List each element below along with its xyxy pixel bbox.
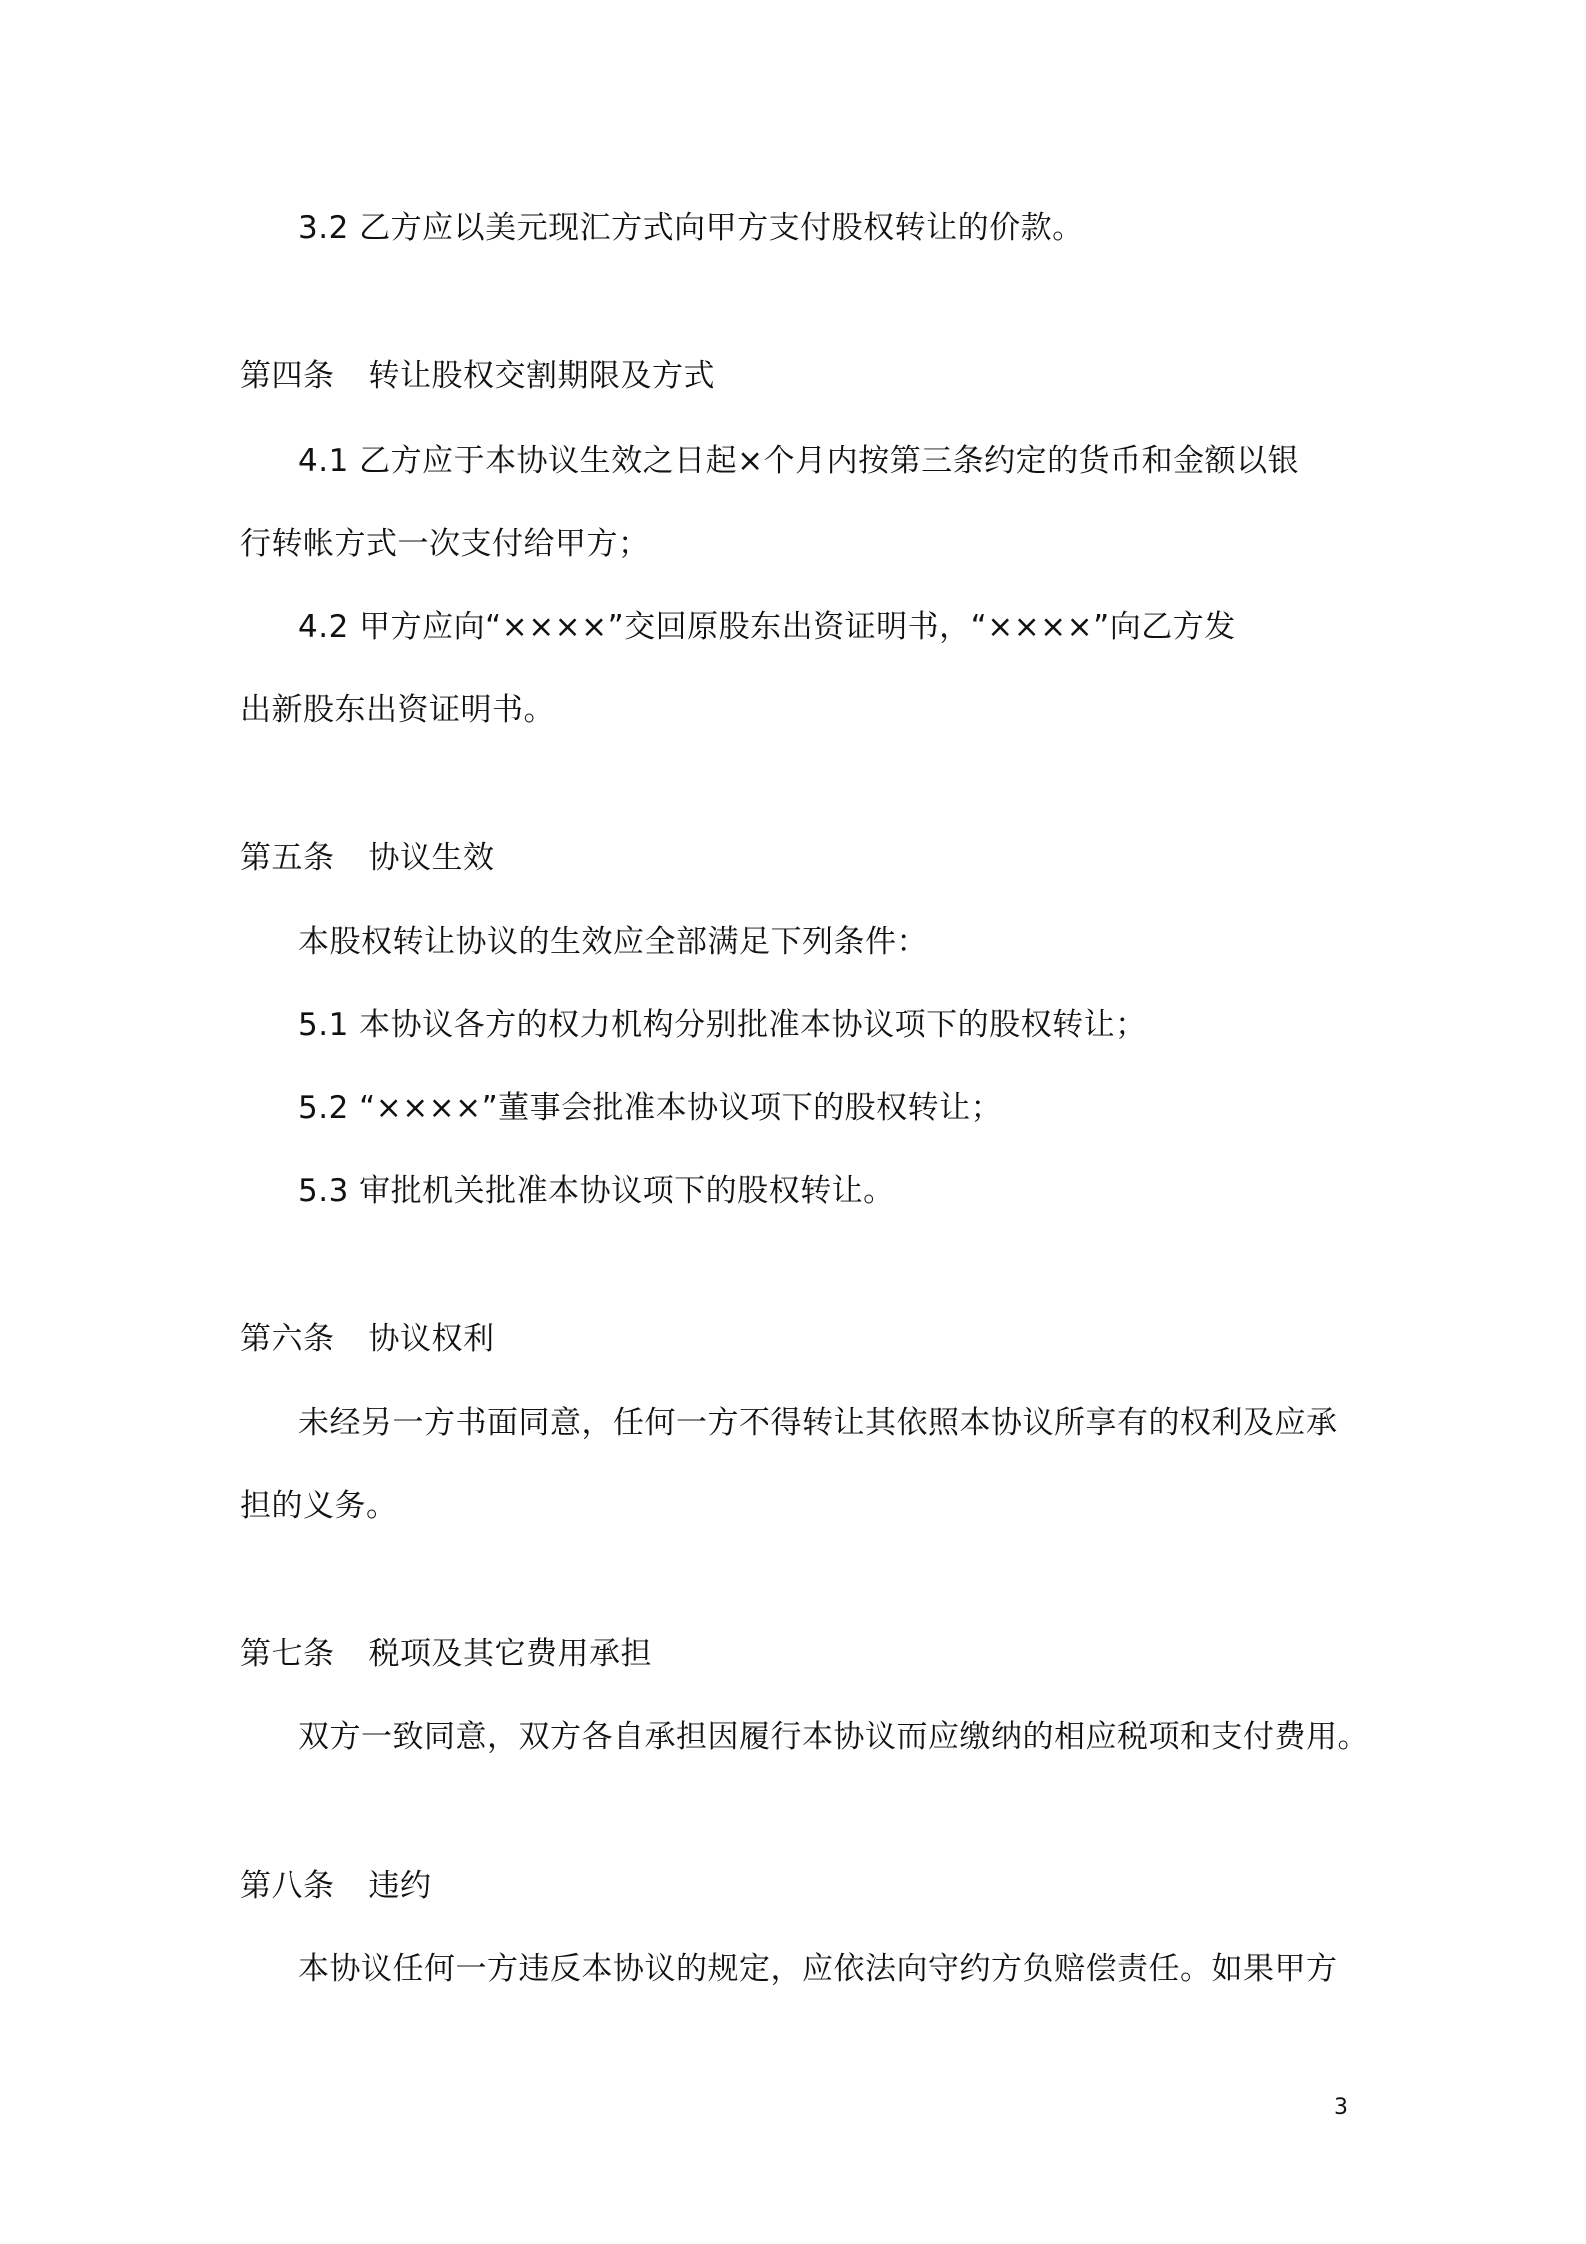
article-8-heading	[240, 1866, 432, 1906]
article-6-heading	[240, 1319, 495, 1359]
article-7-heading	[240, 1634, 652, 1674]
clause-4-2-line-2: 出新股东出资证明书。	[240, 692, 555, 728]
clause-4-2-line-1: 4.2 甲方应向“××××”交回原股东出资证明书，“××××”向乙方发	[298, 609, 1236, 645]
clause-5-1: 5.1 本协议各方的权力机构分别批准本协议项下的股权转让；	[298, 1007, 1147, 1043]
article-number: 第七条	[240, 1636, 335, 1672]
article-title: 协议生效	[368, 840, 495, 876]
article-number: 第五条	[240, 840, 335, 876]
clause-5-3: 5.3 审批机关批准本协议项下的股权转让。	[298, 1173, 895, 1209]
page-number: 3	[1334, 2095, 1348, 2120]
article-title: 违约	[368, 1868, 432, 1904]
article-5-heading	[240, 838, 495, 878]
clause-4-1-line-1: 4.1 乙方应于本协议生效之日起×个月内按第三条约定的货币和金额以银	[298, 443, 1300, 479]
article-5-intro: 本股权转让协议的生效应全部满足下列条件：	[298, 924, 928, 960]
article-title: 税项及其它费用承担	[368, 1636, 652, 1672]
article-6-text-line-2: 担的义务。	[240, 1488, 398, 1524]
clause-5-2: 5.2 “××××”董事会批准本协议项下的股权转让；	[298, 1090, 1003, 1126]
article-number: 第六条	[240, 1321, 335, 1357]
article-6-text-line-1: 未经另一方书面同意，任何一方不得转让其依照本协议所享有的权利及应承	[298, 1405, 1338, 1441]
clause-3-2: 3.2 乙方应以美元现汇方式向甲方支付股权转让的价款。	[298, 210, 1084, 246]
article-8-text-line-1: 本协议任何一方违反本协议的规定，应依法向守约方负赔偿责任。如果甲方	[298, 1951, 1338, 1987]
article-title: 转让股权交割期限及方式	[368, 358, 715, 394]
article-number: 第八条	[240, 1868, 335, 1904]
article-number: 第四条	[240, 358, 335, 394]
article-title: 协议权利	[368, 1321, 495, 1357]
clause-4-1-line-2: 行转帐方式一次支付给甲方；	[240, 526, 650, 562]
article-4-heading	[240, 356, 715, 396]
article-7-text: 双方一致同意，双方各自承担因履行本协议而应缴纳的相应税项和支付费用。	[298, 1719, 1369, 1755]
